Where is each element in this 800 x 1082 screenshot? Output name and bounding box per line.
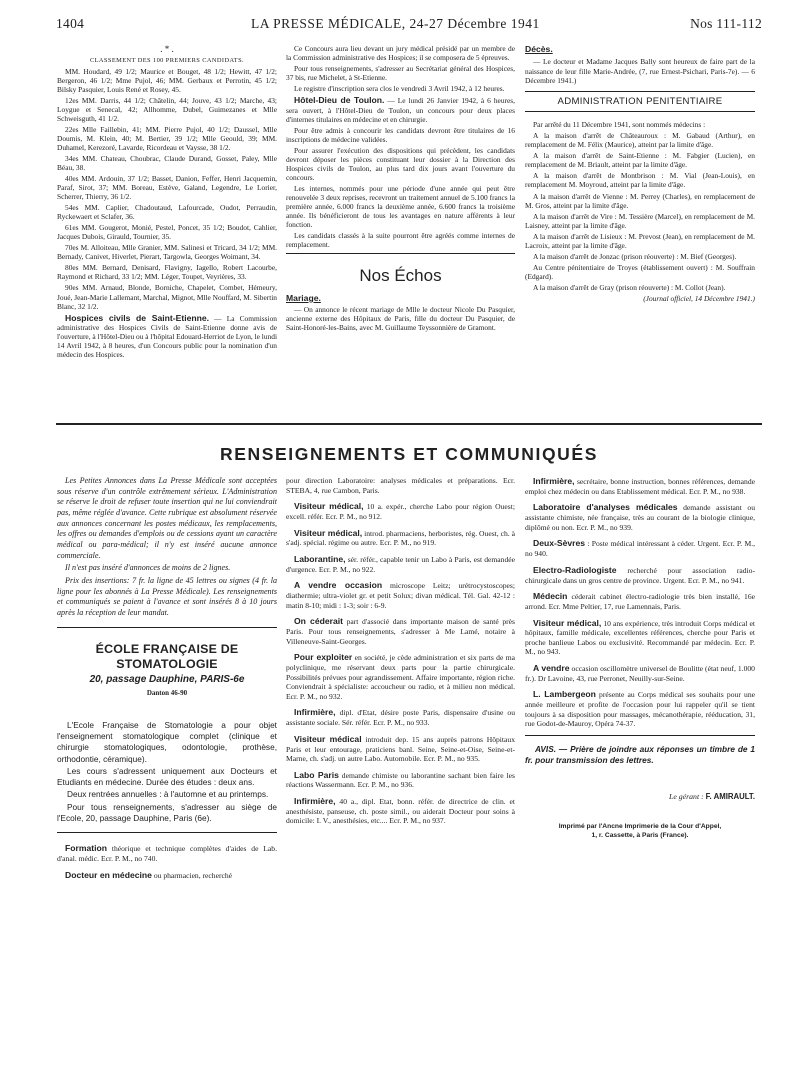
- classement-paragraph: 34es MM. Chateau, Choubrac, Claude Durand, Gosset, Paley, Mlle Béau, 38.: [57, 154, 277, 173]
- top-column-2: [286, 44, 515, 420]
- ad-title: Visiteur médical,: [533, 617, 602, 628]
- page-header: [56, 16, 762, 38]
- toulon-paragraph: Pour assurer l'exécution des dispositions qui précèdent, les candidats devront déposer les pièces constituant leur dossier à la Direction des Hospices civils de Toulon, au plus tard dix jours avant l'ouverture du concours.: [286, 145, 515, 182]
- section-title: RENSEIGNEMENTS ET COMMUNIQUÉS: [220, 444, 598, 464]
- classement-paragraph: 90es MM. Arnaud, Blonde, Borniche, Chapelet, Combet, Hémeury, Joué, Jean-Marie Lallemant, Marchal, Mignot, Mlle Nouffard, M. Sibertin Blanc, 32 1/2.: [57, 283, 277, 311]
- section-divider: [56, 423, 762, 425]
- page-number: 1404: [56, 16, 85, 31]
- nomination-paragraph: A la maison d'arrêt de Lisieux : M. Prevost (Jean), en remplacement de M. Lacroix, atteint par la limite d'âge.: [525, 231, 755, 250]
- ad-title: Visiteur médical,: [294, 501, 364, 512]
- ecole-paragraph: Les cours s'adressent uniquement aux Docteurs et Etudiants en médecine. Durée des études : deux ans.: [57, 765, 277, 788]
- ad-text: introduit dep. 15 ans auprès patrons Hôpitaux Paris et leur entourage, praticiens banl. Seine, Seine-et-Oise, Seine-et-Marne, ch. s'adj. un autre Labo. Automobile. Ecr. P. M., no 935.: [286, 734, 515, 764]
- classement-paragraph: 70es M. Alloiteau, Mlle Granier, MM. Salinesi et Tricard, 34 1/2; MM. Bernady, Canivet, Hiverlet, Pierart, Targowla, Georges Woimant, 34.: [57, 243, 277, 262]
- notice-paragraph: Les Petites Annonces dans La Presse Médicale sont acceptées sous réserve d'un contrôle extrêmement sérieux. L'Administration se réserve le droit de refuser toute insertion qui ne lui conviendrait pas, même réglée d'avance. Cette rubrique est absolument réservée aux annonces concernant les postes médicaux, les remplacements, les offres ou demandes d'emplois ou de cessions ayant un caractère médical ou para-médical; il n'y est inséré aucune annonce commerciale.: [57, 476, 277, 560]
- ad-title: Electro-Radiologiste: [533, 564, 617, 575]
- hospices-title: Hospices civils de Saint-Etienne.: [65, 312, 210, 323]
- hospices-notice: [57, 313, 277, 360]
- ad-title: Infirmière,: [533, 476, 575, 486]
- nos-echos-heading: Nos Échos: [286, 253, 515, 293]
- ad-text: microscope Leitz; urétrocystoscopes; diathermie; ultra-violet gr. et petit Solux; divan médical. Tél. Gal. 42-12 : matin 8-10; midi : 1-3; soir : 6-9.: [286, 581, 515, 610]
- toulon-text: — Le lundi 26 Janvier 1942, à 6 heures, sera ouvert, à l'Hôtel-Dieu de Toulon, un concours pour deux places d'internes titulaires en médecine et en chirurgie.: [286, 96, 515, 124]
- bottom-column-3: [525, 476, 755, 1066]
- administration-penitentiaire-heading: ADMINISTRATION PENITENTIAIRE: [525, 91, 755, 113]
- ad-text: théorique et technique complètes d'aides de Lab. d'anal. médic. Ecr. P. M., no 740.: [57, 844, 277, 864]
- gerant-name: F. AMIRAULT.: [705, 791, 755, 801]
- ad-text: recherché pour association radio-chirurgicale dans un gros centre de province. Urgent. Ecr. P. M., no 941.: [525, 565, 755, 585]
- classified-ad: [525, 502, 755, 532]
- classified-ad: [286, 652, 515, 701]
- journal-officiel-source: (Journal officiel, 14 Décembre 1941.): [643, 293, 755, 303]
- deces-label: Décès.: [525, 44, 553, 54]
- classement-heading: CLASSEMENT DES 100 PREMIERS CANDIDATS.: [89, 56, 245, 64]
- classified-ad: [286, 501, 515, 521]
- top-column-3: [525, 44, 755, 420]
- hospices-text: — La Commission administrative des Hospices Civils de Saint-Etienne donne avis de l'ouverture, à l'Hôtel-Dieu ou à l'hôpital Edouard-Herriot de Lyon, le lundi 14 Avril 1942, à 8 heures, d'un Concours public pour la nomination d'un médecin des Hospices.: [57, 313, 277, 360]
- ad-title: Visiteur médical: [294, 733, 362, 744]
- classified-ad-continuation: pour direction Laboratoire: analyses médicales et préparations. Ecr. STEBA, 4, rue Cambon, Paris.: [286, 476, 515, 495]
- classement-paragraph: MM. Houdard, 49 1/2; Maurice et Bouget, 48 1/2; Hewitt, 47 1/2; Bergeron, 46 1/2; Mme Pujol, 46; MM. Gerbaux et Perrotin, 45 1/2; Bilsky Pasquier, Louis René et Rosey, 45.: [57, 66, 277, 94]
- mariage-text: — On annonce le récent mariage de Mlle le docteur Nicole Du Pasquier, ancienne externe des Hôpitaux de Paris, fille du docteur Du Pasquier, de Saint-Honoré-les-Bains, avec M. Guillaume Teyssonnière de Gramont.: [286, 305, 515, 333]
- ecole-title: ÉCOLE FRANÇAISE DE STOMATOLOGIE: [95, 641, 239, 671]
- avis-notice: AVIS. — Prière de joindre aux réponses un timbre de 1 fr. pour transmission des lettres.: [525, 735, 755, 766]
- ad-title: Pour exploiter: [294, 652, 353, 663]
- classified-ad: [286, 616, 515, 646]
- deces-text: — Le docteur et Madame Jacques Bally sont heureux de faire part de la naissance de leur fille Marie-Andrée, (7, rue Ernest-Psichari, Paris-7e). — 6 Décembre 1941.): [525, 57, 755, 85]
- notice-paragraph: Prix des insertions: 7 fr. la ligne de 45 lettres ou signes (4 fr. la ligne pour les abonnés à La Presse Médicale). Les renseignements et communiqués se paient à l'avance et sont insérés 8 à 10 jours après la réception de leur mandat.: [57, 576, 277, 618]
- ad-title: Labo Paris: [294, 769, 339, 780]
- divider: [57, 627, 277, 628]
- ad-title: Docteur en médecine: [65, 869, 152, 880]
- classement-paragraph: 54es MM. Caplier, Chadoutaud, Lafourcade, Oudot, Perraudin, Ryckewaert et Sclafer, 36.: [57, 203, 277, 222]
- issue-number: Nos 111-112: [690, 16, 762, 31]
- classified-ad: [286, 707, 515, 727]
- mariage-label: Mariage.: [286, 292, 321, 303]
- classement-paragraph: 40es MM. Ardouin, 37 1/2; Basset, Danion, Feffer, Henri Jacquemin, Paraf, Sirot, 37; MM. Boreau, Estève, Galand, Legendre, Le Lorier, Scherrer, Thierry, 36 1/2.: [57, 174, 277, 202]
- top-column-1: [57, 44, 277, 420]
- ad-title: Deux-Sèvres: [533, 538, 586, 549]
- printer-line-1: Imprimé par l'Ancne Imprimerie de la Cour d'Appel,: [558, 823, 722, 831]
- nomination-paragraph: A la maison d'arrêt de Gray (prison réouverte) : M. Collot (Jean).: [533, 282, 726, 292]
- classified-ad: [57, 843, 277, 863]
- gerant-label: Le gérant :: [669, 791, 706, 801]
- notice-paragraph: Il n'est pas inséré d'annonces de moins de 2 lignes.: [65, 563, 231, 573]
- nomination-paragraph: A la maison d'arrêt de Saint-Etienne : M. Fabgier (Lucien), en remplacement de M. Briault, atteint par la limite d'âge.: [525, 151, 755, 170]
- classified-ad: [525, 689, 755, 729]
- ad-text: présente au Corps médical ses souhaits pour une année meilleure et profite de l'occasion pour lui rappeler qu'il se tient toujours à sa disposition pour massages, mécanothérapie, rééducation, 31, rue Godot-de-Mauroy, Opéra 74-37.: [525, 690, 755, 729]
- classement-paragraph: 80es MM. Bernard, Denisard, Flavigny, Iagello, Robert Lacourbe, Raymond et Richard, 33 1/2; MM. Léger, Toupet, Veyrières, 33.: [57, 263, 277, 282]
- ad-text: 40 a., dipl. Etat, bonn. référ. de directrice de clin. et anesthésiste, panseuse, ch. poste simil., ou aiderait Docteur pour soins à domicile: I. V., anesthésies, etc.... Ecr. P. M., no 937.: [286, 797, 515, 826]
- nomination-paragraph: A la maison d'arrêt de Montbrison : M. Vial (Jean-Louis), en remplacement M. Moyroud, atteint par la limite d'âge.: [525, 171, 755, 190]
- ad-title: Visiteur médical,: [294, 527, 363, 538]
- classified-ad: [286, 528, 515, 548]
- ad-title: A vendre occasion: [294, 580, 383, 591]
- toulon-paragraph: Les internes, nommés pour une période d'une année qui peut être renouvelée 3 deux reprises, recevront un traitement annuel de 5.100 francs la première année, 6.000 francs la deuxième année, 6.600 francs la troisième année. Ils bénéficieront de tous les avantages en nature afférents à leur fonction.: [286, 183, 515, 230]
- classified-ad: [525, 591, 755, 611]
- ad-text: secrétaire, bonne instruction, bonnes références, demande emploi chez médecin ou dans Etablissement médical. Ecr. P. M., no 938.: [525, 477, 755, 496]
- ad-title: L. Lambergeon: [533, 689, 596, 700]
- ad-text: demande assistant ou assistante chimiste, née française, très au courant de la biologie clinique, diplômé ou non. Ecr. P. M., no 939.: [525, 503, 755, 532]
- concours-paragraph: Le registre d'inscription sera clos le vendredi 3 Avril 1942, à 12 heures.: [294, 84, 505, 94]
- bottom-column-2: [286, 476, 515, 1066]
- classified-ad: [525, 663, 755, 683]
- ecole-phone: Danton 46-90: [146, 689, 188, 698]
- ad-text: céderait cabinet électro-radiologie très bien installé, 16e arrond. Ecr. Mme Peltier, 17, rue Lamennais, Paris.: [525, 592, 755, 611]
- nomination-paragraph: A la maison d'arrêt de Châteauroux : M. Gabaud (Arthur), en remplacement de M. Félix (Maurice), atteint par la limite d'âge.: [525, 131, 755, 150]
- toulon-paragraph: Les candidats classés à la suite pourront être agréés comme internes de remplacement.: [286, 231, 515, 250]
- toulon-notice: [286, 95, 515, 124]
- petites-annonces-notice: [57, 476, 277, 619]
- classified-ad: [525, 538, 755, 558]
- journal-title: LA PRESSE MÉDICALE, 24-27 Décembre 1941: [251, 16, 540, 31]
- ad-title: Laboratoire d'analyses médicales: [533, 502, 678, 513]
- ad-title: On céderait: [294, 616, 343, 627]
- printer-line-2: 1, r. Cassette, à Paris (France).: [591, 832, 689, 840]
- ad-text: 10 a. expér., cherche Labo pour région Ouest; excell. référ. Ecr. P. M., no 912.: [286, 502, 515, 521]
- ad-text: introd. pharmaciens, herboristes, rég. Ouest, ch. à s'adj. spécial. régime ou autre. Ecr. P. M., no 919.: [286, 528, 515, 548]
- nomination-paragraph: Au Centre pénitentiaire de Troyes (établissement ouvert) : M. Souffrain (Edgard).: [525, 262, 755, 281]
- classified-ad: [57, 870, 277, 881]
- ad-text: : Poste médical intéressant à céder. Urgent. Ecr. P. M., no 940.: [525, 539, 755, 559]
- classement-paragraph: 61es MM. Gougerot, Monié, Pestel, Poncet, 35 1/2; Boudot, Cahlier, Jacques Dubois, Girauld, Tournier, 35.: [57, 223, 277, 242]
- nomination-paragraph: A la maison d'arrêt de Jonzac (prison réouverte) : M. Bief (Georges).: [533, 251, 737, 261]
- concours-paragraph: Ce Concours aura lieu devant un jury médical présidé par un membre de la Commission administrative des Hospices; il se composera de 5 épreuves.: [286, 44, 515, 63]
- classified-ad: [286, 770, 515, 790]
- printer-imprint: [525, 823, 755, 840]
- ad-text: sér. référ., capable tenir un Labo à Paris, est demandée d'urgence. Ecr. P. M., no 922.: [286, 554, 515, 574]
- classement-paragraph: 22es Mlle Faillebin, 41; MM. Pierre Pujol, 40 1/2; Daussel, Mlle Doumis, M. Klein, 40; M. Bertier, 39 1/2; Mlle Geould, 39; MM. Duhamel, Kerezoré, Lavarde, Ricordeau et Vaysse, 38 1/2.: [57, 124, 277, 153]
- ad-title: Infirmière,: [294, 796, 336, 807]
- ad-text: occasion oscillomètre universel de Boulitte (état neuf, 1.000 fr.). Dr Lavoine, 43, rue Perronet, Neuilly-sur-Seine.: [525, 664, 755, 683]
- toulon-paragraph: Pour être admis à concourir les candidats devront être titulaires de 16 inscriptions de médecine validées.: [286, 125, 515, 144]
- ecole-paragraph: L'Ecole Française de Stomatologie a pour objet l'enseignement stomatologique complet (clinique et chirurgie stomatologiques, odontologie, prothèse, orthodontie, céramique).: [57, 719, 277, 764]
- stars-ornament: . * .: [160, 44, 174, 54]
- classified-ad: [286, 734, 515, 764]
- classified-ad: [286, 554, 515, 574]
- classified-ad: [286, 796, 515, 826]
- gerant-line: [525, 792, 755, 802]
- ad-title: A vendre: [533, 663, 570, 674]
- classified-ad: [525, 476, 755, 496]
- ad-title: Laborantine,: [294, 553, 346, 564]
- classified-ad: [525, 565, 755, 585]
- nomination-paragraph: A la maison d'arrêt de Vienne : M. Perrey (Charles), en remplacement de M. Gros, atteint par la limite d'âge.: [525, 191, 755, 210]
- ad-title: Infirmière,: [294, 707, 336, 718]
- divider: [57, 832, 277, 833]
- ecole-description: [57, 720, 277, 825]
- concours-paragraph: Pour tous renseignements, s'adresser au Secrétariat général des Hospices, 37 bis, rue Michelet, à St-Etienne.: [286, 64, 515, 83]
- nomination-paragraph: Par arrêté du 11 Décembre 1941, sont nommés médecins :: [533, 120, 706, 130]
- ad-text: demande chimiste ou laborantine sachant bien faire les réactions Wassermann. Ecr. P. M., no 936.: [286, 770, 515, 790]
- ecole-address: 20, passage Dauphine, PARIS-6e: [89, 673, 245, 685]
- ecole-paragraph: Deux rentrées annuelles : à l'automne et au printemps.: [67, 789, 269, 800]
- ad-title: Formation: [65, 843, 108, 854]
- ad-text: part d'associé dans importante maison de santé près Paris. Pour tous renseignements, s'adresser à Me Lamé, notaire à Villeneuve-Saint-Georges.: [286, 617, 515, 646]
- ad-title: Médecin: [533, 591, 568, 602]
- ad-text: ou pharmacien, recherché: [151, 870, 233, 880]
- classified-ad: [525, 618, 755, 658]
- toulon-title: Hôtel-Dieu de Toulon.: [294, 95, 385, 106]
- nomination-paragraph: A la maison d'arrêt de Vire : M. Tessière (Marcel), en remplacement de M. Laisney, atteint par la limite d'âge.: [525, 211, 755, 230]
- ecole-paragraph: Pour tous renseignements, s'adresser au siège de l'Ecole, 20, passage Dauphine, Paris (6e).: [57, 801, 277, 823]
- ecole-advertisement: [57, 642, 277, 698]
- ad-text: 10 ans expérience, très introduit Corps médical et hôpitaux, famille médicale, excellentes références, cherche pour Paris et proche banlieue Labos ou exclusivité. Recommandé par médecin. Ecr. P. M., no 943.: [525, 618, 755, 657]
- bottom-column-1: [57, 476, 277, 1066]
- classified-ad: [286, 580, 515, 610]
- ad-text: dipl. d'Etat, désire poste Paris, dispensaire d'usine ou assistante sociale. Sér. référ. Ecr. P. M., no 933.: [286, 708, 515, 728]
- classement-paragraph: 12es MM. Darris, 44 1/2; Châtelin, 44; Jouve, 43 1/2; Marche, 43; Loygue et Senecal, 42; Allhomme, Dubel, Guimezanes et Mlle Schweisguth, 41 1/2.: [57, 95, 277, 123]
- ad-text: en société, je cède administration et six parts de ma polyclinique, me réservant deux parts pour la partie chirurgicale. Possibilités prévues pour agrandissement. Affaire importante, région riche. Conviendrait à spécialiste: accoucheur ou radio, et à milieu non médical. Ecr. P. M., no 932.: [286, 653, 515, 701]
